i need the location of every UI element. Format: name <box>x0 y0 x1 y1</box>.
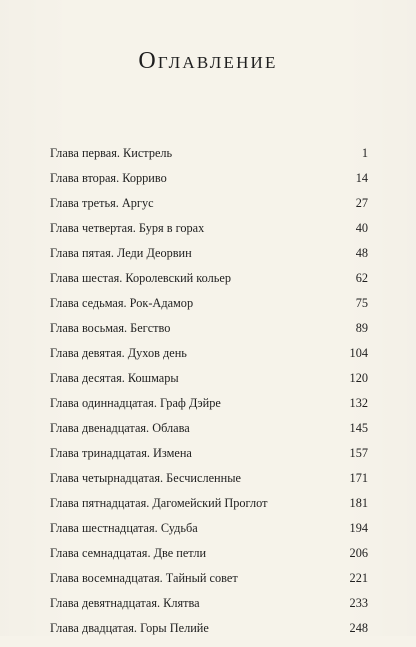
toc-entry-label: Глава десятая. Кошмары <box>50 371 179 385</box>
toc-entry-page: 27 <box>355 196 368 210</box>
toc-entry <box>50 272 368 297</box>
toc-entry-page: 48 <box>355 246 368 260</box>
toc-entry <box>50 597 368 622</box>
toc-entry <box>50 622 368 647</box>
toc-entry <box>50 472 368 497</box>
toc-entry-page: 181 <box>349 496 368 510</box>
toc-entry <box>50 222 368 247</box>
toc-entry-page: 104 <box>349 346 368 360</box>
toc-entry-label: Глава семнадцатая. Две петли <box>50 546 207 560</box>
toc-entry-page: 206 <box>349 546 368 560</box>
toc-entry <box>50 297 368 322</box>
toc-entry-label: Глава двадцатая. Горы Пелийе <box>50 621 209 635</box>
toc-entry-label: Глава первая. Кистрель <box>50 146 173 160</box>
toc-entry-page: 194 <box>349 521 368 535</box>
toc-entry <box>50 197 368 222</box>
toc-entry-page: 89 <box>355 321 368 335</box>
toc-entry <box>50 572 368 597</box>
toc-entry <box>50 172 368 197</box>
toc-entry <box>50 322 368 347</box>
toc-entry-page: 62 <box>355 271 368 285</box>
toc-entry-page: 171 <box>349 471 368 485</box>
toc-entry-page: 132 <box>349 396 368 410</box>
toc-entry-page: 40 <box>355 221 368 235</box>
toc-entry-label: Глава шестая. Королевский кольер <box>50 271 231 285</box>
toc-entry-label: Глава девятая. Духов день <box>50 346 187 360</box>
toc-entry-page: 1 <box>361 146 368 160</box>
toc-entry-label: Глава третья. Аргус <box>50 196 154 210</box>
toc-entry-page: 248 <box>349 621 368 635</box>
toc-entry-label: Глава четырнадцатая. Бесчисленные <box>50 471 241 485</box>
toc-entry-page: 157 <box>349 446 368 460</box>
toc-entry <box>50 497 368 522</box>
toc-entry-label: Глава восьмая. Бегство <box>50 321 171 335</box>
toc-entry-label: Глава двенадцатая. Облава <box>50 421 190 435</box>
toc-entry-label: Глава девятнадцатая. Клятва <box>50 596 200 610</box>
page-title: Оглавление <box>138 48 278 74</box>
toc-entry-label: Глава восемнадцатая. Тайный совет <box>50 571 238 585</box>
toc-entry <box>50 422 368 447</box>
toc-entry-page: 221 <box>349 571 368 585</box>
toc-entry-label: Глава седьмая. Рок-Адамор <box>50 296 194 310</box>
toc-entry-label: Глава пятая. Леди Деорвин <box>50 246 192 260</box>
toc-list <box>50 147 368 647</box>
toc-entry <box>50 347 368 372</box>
toc-entry <box>50 372 368 397</box>
toc-entry-label: Глава пятнадцатая. Дагомейский Проглот <box>50 496 268 510</box>
toc-entry-page: 233 <box>349 596 368 610</box>
toc-entry <box>50 247 368 272</box>
toc-entry-label: Глава шестнадцатая. Судьба <box>50 521 198 535</box>
toc-entry <box>50 447 368 472</box>
toc-entry-label: Глава одиннадцатая. Граф Дэйре <box>50 396 221 410</box>
toc-entry-label: Глава вторая. Корриво <box>50 171 167 185</box>
toc-entry <box>50 522 368 547</box>
toc-entry-page: 75 <box>355 296 368 310</box>
toc-entry <box>50 547 368 572</box>
toc-entry <box>50 397 368 422</box>
toc-entry-page: 145 <box>349 421 368 435</box>
toc-entry-label: Глава тринадцатая. Измена <box>50 446 192 460</box>
toc-entry-label: Глава четвертая. Буря в горах <box>50 221 205 235</box>
toc-entry-page: 120 <box>349 371 368 385</box>
toc-entry <box>50 147 368 172</box>
toc-entry-page: 14 <box>355 171 368 185</box>
